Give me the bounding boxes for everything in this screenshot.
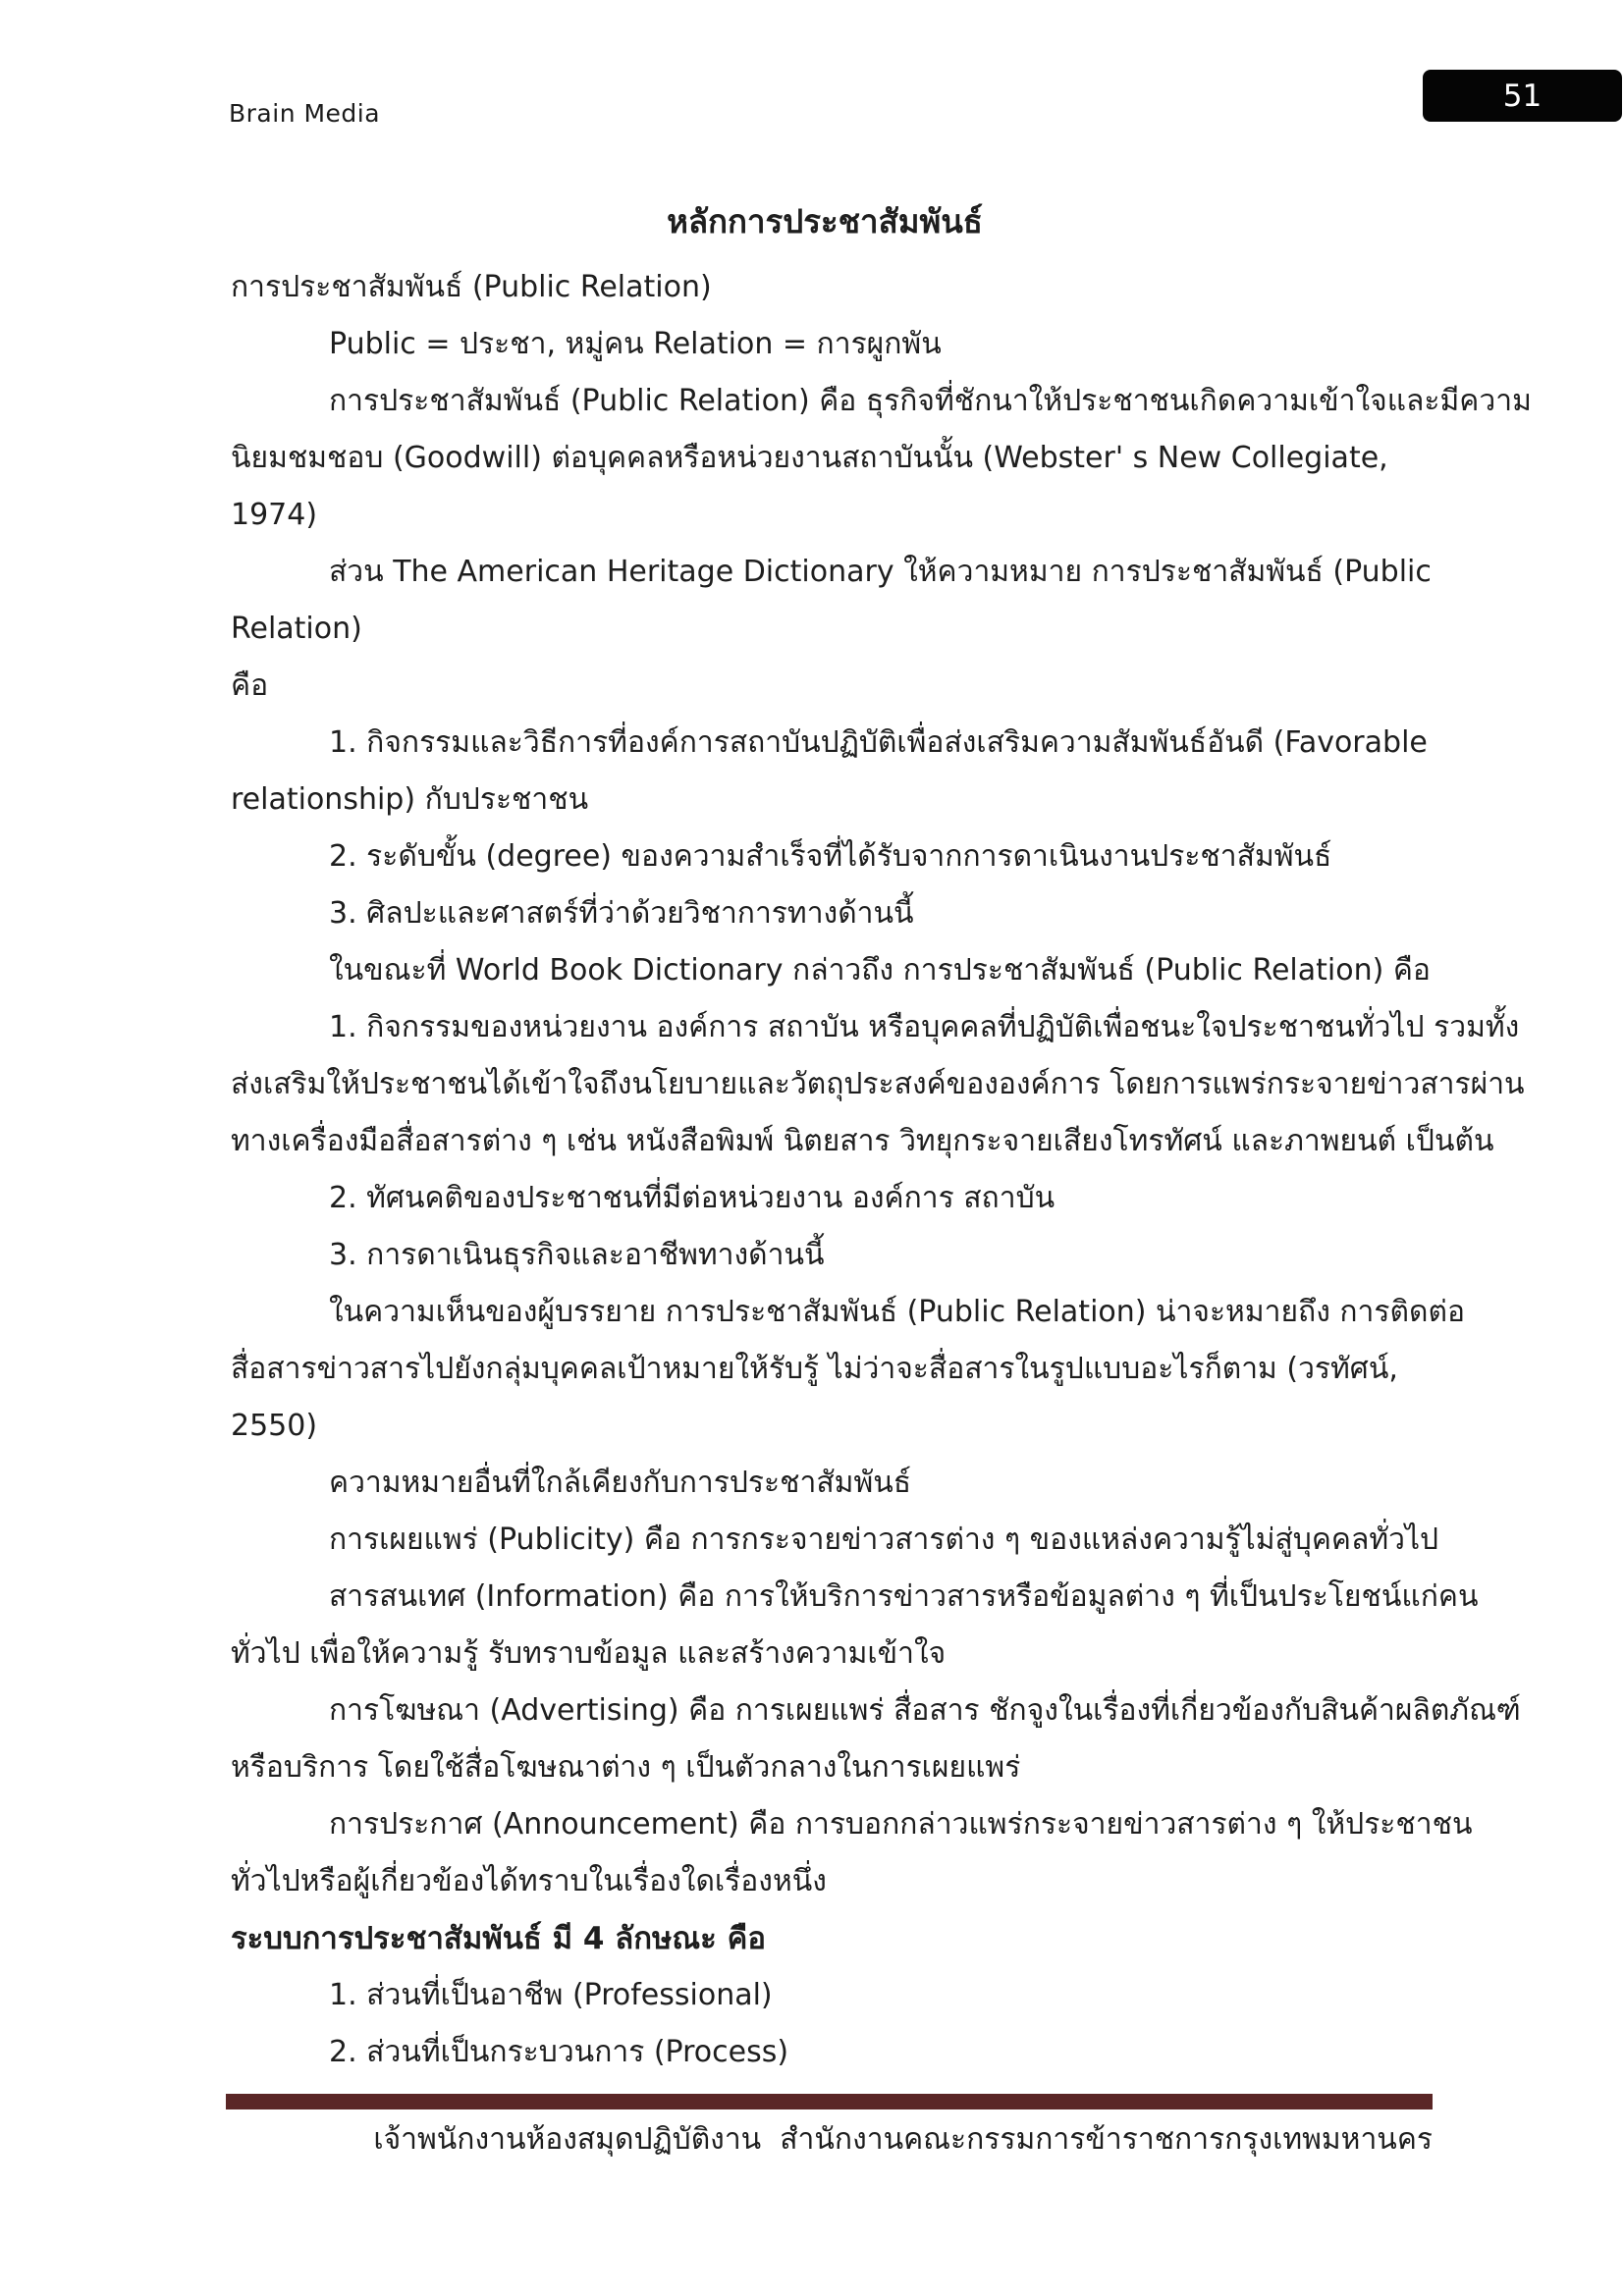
body-line: ในขณะที่ World Book Dictionary กล่าวถึง การประชาสัมพันธ์ (Public Relation) คือ xyxy=(329,953,1431,988)
body-line: ระบบการประชาสัมพันธ์ มี 4 ลักษณะ คือ xyxy=(231,1921,766,1956)
body-line: การโฆษณา (Advertising) คือ การเผยแพร่ สื่อสาร ชักจูงในเรื่องที่เกี่ยวข้องกับสินค้าผลิตภัณฑ์ xyxy=(329,1693,1521,1728)
footer-divider-bar xyxy=(226,2094,1433,2109)
body-line: การประชาสัมพันธ์ (Public Relation) xyxy=(231,270,712,304)
body-line: 2. ระดับขั้น (degree) ของความสำเร็จที่ได้รับจากการดาเนินงานประชาสัมพันธ์ xyxy=(329,839,1332,874)
body-line: ในความเห็นของผู้บรรยาย การประชาสัมพันธ์ (Public Relation) น่าจะหมายถึง การติดต่อ xyxy=(329,1295,1465,1329)
body-line: ทั่วไป เพื่อให้ความรู้ รับทราบข้อมูล และสร้างความเข้าใจ xyxy=(231,1636,947,1671)
document-body xyxy=(231,192,1532,2081)
body-line: ส่งเสริมให้ประชาชนได้เข้าใจถึงนโยบายและวัตถุประสงค์ขององค์การ โดยการแพร่กระจายข่าวสารผ่าน xyxy=(231,1067,1525,1101)
body-line: นิยมชมชอบ (Goodwill) ต่อบุคคลหรือหน่วยงานสถาบันนั้น (Webster' s New Collegiate, xyxy=(231,441,1388,475)
body-line: 1974) xyxy=(231,498,318,532)
page-number: 51 xyxy=(1502,78,1543,114)
body-line: 1. กิจกรรมและวิธีการที่องค์การสถาบันปฏิบัติเพื่อส่งเสริมความสัมพันธ์อันดี (Favorable xyxy=(329,725,1428,760)
body-line: การเผยแพร่ (Publicity) คือ การกระจายข่าวสารต่าง ๆ ของแหล่งความรู้ไม่สู่บุคคลทั่วไป xyxy=(329,1522,1439,1557)
body-line: ทางเครื่องมือสื่อสารต่าง ๆ เช่น หนังสือพิมพ์ นิตยสาร วิทยุกระจายเสียงโทรทัศน์ และภาพยนต์ เป็นต้น xyxy=(231,1124,1494,1158)
footer-text: เจ้าพนักงานห้องสมุดปฏิบัติงาน สำนักงานคณะกรรมการข้าราชการกรุงเทพมหานคร xyxy=(373,2122,1433,2157)
page-number-badge xyxy=(1423,70,1622,122)
body-line: 1. กิจกรรมของหน่วยงาน องค์การ สถาบัน หรือบุคคลที่ปฏิบัติเพื่อชนะใจประชาชนทั่วไป รวมทั้ง xyxy=(329,1010,1520,1044)
body-line: หรือบริการ โดยใช้สื่อโฆษณาต่าง ๆ เป็นตัวกลางในการเผยแพร่ xyxy=(231,1750,1021,1785)
body-line: ส่วน The American Heritage Dictionary ให้ความหมาย การประชาสัมพันธ์ (Public xyxy=(329,555,1432,589)
body-line: Public = ประชา, หมู่คน Relation = การผูกพัน xyxy=(329,327,942,361)
body-line: 2. ทัศนคติของประชาชนที่มีต่อหน่วยงาน องค์การ สถาบัน xyxy=(329,1181,1056,1215)
body-line: การประกาศ (Announcement) คือ การบอกกล่าวแพร่กระจายข่าวสารต่าง ๆ ให้ประชาชน xyxy=(329,1807,1473,1842)
page-title: หลักการประชาสัมพันธ์ xyxy=(667,202,983,240)
body-line: 3. ศิลปะและศาสตร์ที่ว่าด้วยวิชาการทางด้านนี้ xyxy=(329,896,914,931)
body-line: relationship) กับประชาชน xyxy=(231,782,589,817)
body-line: ความหมายอื่นที่ใกล้เคียงกับการประชาสัมพันธ์ xyxy=(329,1466,912,1500)
body-line: 2. ส่วนที่เป็นกระบวนการ (Process) xyxy=(329,2035,789,2069)
body-line: คือ xyxy=(231,668,269,703)
body-line: สารสนเทศ (Information) คือ การให้บริการข่าวสารหรือข้อมูลต่าง ๆ ที่เป็นประโยชน์แก่คน xyxy=(329,1579,1479,1614)
body-line: 1. ส่วนที่เป็นอาชีพ (Professional) xyxy=(329,1978,773,2012)
body-line: Relation) xyxy=(231,612,362,646)
body-line: 2550) xyxy=(231,1409,318,1443)
body-line: การประชาสัมพันธ์ (Public Relation) คือ ธุรกิจที่ชักนาให้ประชาชนเกิดความเข้าใจและมีความ xyxy=(329,384,1532,418)
header-brand: Brain Media xyxy=(229,99,381,128)
body-line: ทั่วไปหรือผู้เกี่ยวข้องได้ทราบในเรื่องใดเรื่องหนึ่ง xyxy=(231,1864,827,1898)
body-line: 3. การดาเนินธุรกิจและอาชีพทางด้านนี้ xyxy=(329,1238,825,1272)
body-line: สื่อสารข่าวสารไปยังกลุ่มบุคคลเป้าหมายให้รับรู้ ไม่ว่าจะสื่อสารในรูปแบบอะไรก็ตาม (วรทัศน์, xyxy=(231,1352,1398,1386)
body-lines xyxy=(231,259,1532,2081)
